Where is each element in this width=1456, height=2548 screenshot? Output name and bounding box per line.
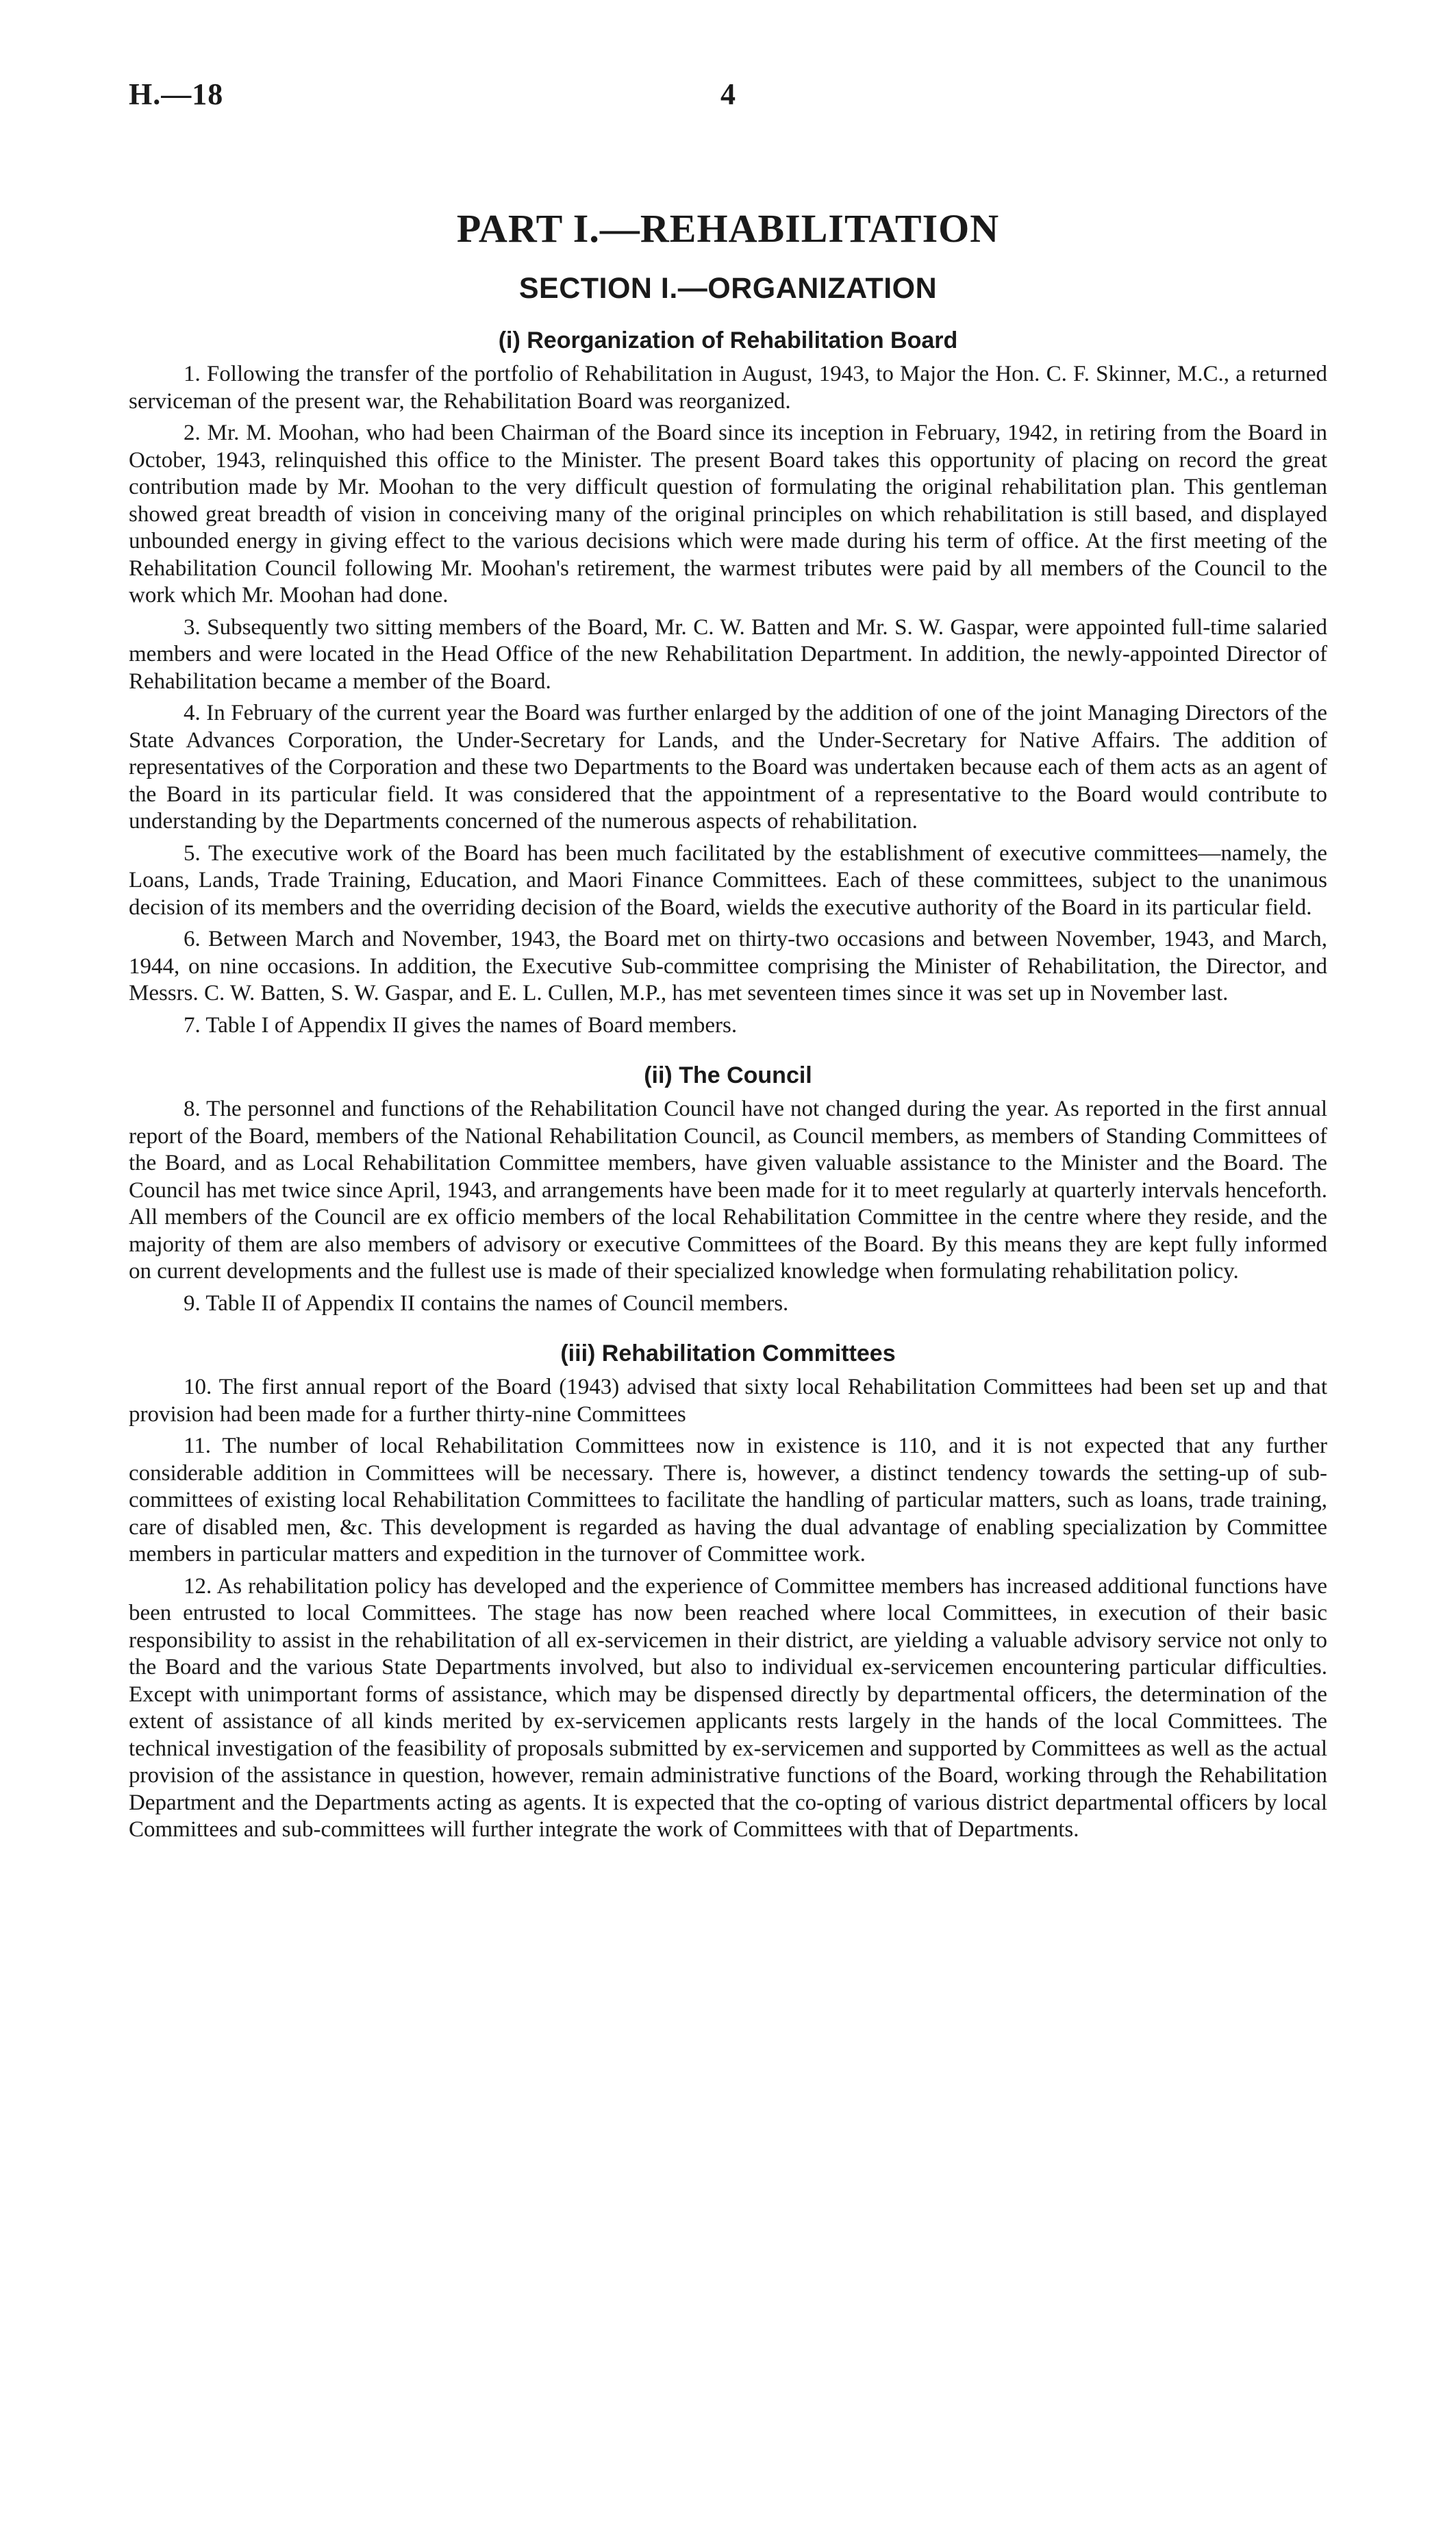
page-number: 4 <box>720 77 736 111</box>
subsection-heading: (i) Reorganization of Rehabilitation Board <box>498 327 958 353</box>
paragraph-8: 8. The personnel and functions of the Rehabilitation Council have not changed during the year. As reported in the first annual report of the Board, members of the National Rehabilitation Council, as Council members, as members of Standing Committees of the Board, and as Local Rehabilitation Committee members, have given valuable assistance to the Minister and the Board. The Council has met twice since April, 1943, and arrangements have been made for it to meet regularly at quarterly intervals henceforth. All members of the Council are ex officio members of the local Rehabilitation Committee in the centre where they reside, and the majority of them are also members of advisory or executive Committees of the Board. By this means they are kept fully informed on current developments and the fullest use is made of their specialized knowledge when formulating rehabilitation policy. <box>129 1097 1327 1284</box>
subsection-council <box>129 1062 1327 1317</box>
part-title: PART I.—REHABILITATION <box>456 206 1000 251</box>
paragraph-7: 7. Table I of Appendix II gives the names of Board members. <box>184 1012 738 1038</box>
subsection-heading: (ii) The Council <box>644 1062 812 1088</box>
paragraph-2: 2. Mr. M. Moohan, who had been Chairman of the Board since its inception in February, 1942, in retiring from the Board in October, 1943, relinquished this office to the Minister. The present Board takes this opportunity of placing on record the great contribution made by Mr. Moohan to the very difficult question of formulating the original rehabilitation plan. This gentleman showed great breadth of vision in conceiving many of the original principles on which rehabilitation is still based, and displayed unbounded energy in giving effect to the various decisions which were made during his term of office. At the first meeting of the Rehabilitation Council following Mr. Moohan's retirement, the warmest tributes were paid by all members of the Council to the work which Mr. Moohan had done. <box>129 421 1327 608</box>
paragraph-9: 9. Table II of Appendix II contains the names of Council members. <box>184 1290 789 1316</box>
paragraph-4: 4. In February of the current year the Board was further enlarged by the addition of one of the joint Managing Directors of the State Advances Corporation, the Under-Secretary for Lands, and the Under-Secretary for Native Affairs. The addition of representatives of the Corporation and these two Departments to the Board was undertaken because each of them acts as an agent of the Board in its particular field. It was considered that the appointment of a representative to the Board would contribute to understanding by the Departments concerned of the numerous aspects of rehabilitation. <box>129 701 1327 834</box>
paragraph-6: 6. Between March and November, 1943, the Board met on thirty-two occasions and between November, 1943, and March, 1944, on nine occasions. In addition, the Executive Sub-committee comprising the Minister of Rehabilitation, the Director, and Messrs. C. W. Batten, S. W. Gaspar, and E. L. Cullen, M.P., has met seventeen times since it was set up in November last. <box>129 927 1327 1006</box>
subsection-reorganization <box>129 327 1327 1039</box>
paragraph-12: 12. As rehabilitation policy has developed and the experience of Committee members has increased additional functions have been entrusted to local Committees. The stage has now been reached where local Committees, in execution of their basic responsibility to assist in the rehabilitation of all ex-servicemen in their district, are yielding a valuable advisory service not only to the Board and the various State Departments involved, but also to individual ex-servicemen encountering particular difficulties. Except with unimportant forms of assistance, which may be dispensed directly by departmental officers, the determination of the extent of assistance of all kinds merited by ex-servicemen applicants rests largely in the hands of the local Committees. The technical investigation of the feasibility of proposals submitted by ex-servicemen and supported by Committees as well as the actual provision of the assistance in question, however, remain administrative functions of the Board, working through the Rehabilitation Department and the Departments acting as agents. It is expected that the co-opting of various district departmental officers by local Committees and sub-committees will further integrate the work of Committees with that of Departments. <box>129 1573 1327 1842</box>
paragraph-11: 11. The number of local Rehabilitation Committees now in existence is 110, and it is not expected that any further considerable addition in Committees will be necessary. There is, however, a distinct tendency towards the setting-up of sub-committees of existing local Rehabilitation Committees to facilitate the handling of particular matters, such as loans, trade training, care of disabled men, &c. This development is regarded as having the dual advantage of enabling specialization by Committee members in particular matters and expedition in the turnover of Committee work. <box>129 1434 1327 1566</box>
paragraph-1: 1. Following the transfer of the portfolio of Rehabilitation in August, 1943, to Major the Hon. C. F. Skinner, M.C., a returned serviceman of the present war, the Rehabilitation Board was reorganized. <box>129 362 1327 414</box>
page-header <box>129 77 1327 118</box>
paragraph-3: 3. Subsequently two sitting members of the Board, Mr. C. W. Batten and Mr. S. W. Gaspar, were appointed full-time salaried members and were located in the Head Office of the new Rehabilitation Department. In addition, the newly-appointed Director of Rehabilitation became a member of the Board. <box>129 614 1327 694</box>
section-title: SECTION I.—ORGANIZATION <box>518 272 938 305</box>
subsection-committees <box>129 1340 1327 1844</box>
paragraph-10: 10. The first annual report of the Board (1943) advised that sixty local Rehabilitation Committees had been set up and that provision had been made for a further thirty-nine Committees <box>129 1375 1327 1427</box>
document-reference: H.—18 <box>129 77 224 111</box>
subsection-heading: (iii) Rehabilitation Committees <box>560 1340 896 1366</box>
page-body <box>129 205 1327 1849</box>
paragraph-5: 5. The executive work of the Board has been much facilitated by the establishment of executive committees—namely, the Loans, Lands, Trade Training, Education, and Maori Finance Committees. Each of these committees, subject to the unanimous decision of its members and the overriding decision of the Board, wields the executive authority of the Board in its particular field. <box>129 840 1327 920</box>
